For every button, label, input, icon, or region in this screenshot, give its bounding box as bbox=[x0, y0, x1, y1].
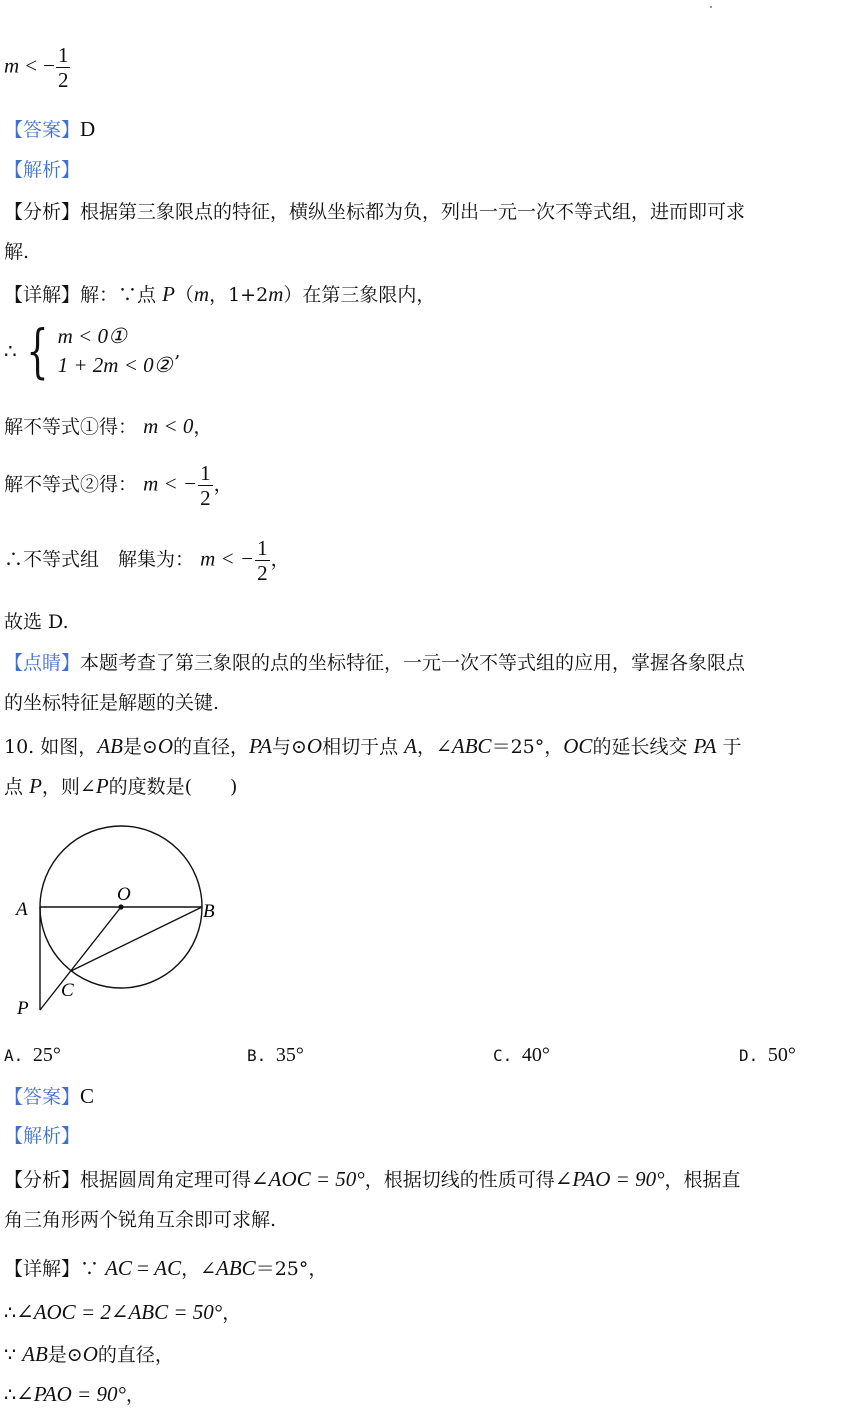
solve-line-2: 解不等式②得： m < − $\frac{1}{2}$ ， bbox=[4, 461, 233, 511]
center-point-o bbox=[118, 904, 123, 909]
dianjing-line-b: 的坐标特征是解题的关键. bbox=[4, 692, 220, 714]
question-10-line-a: 10. 如图，AB是⊙O的直径，PA与⊙O相切于点 A，∠ABC＝25°，OC的延长线交 PA 于 bbox=[4, 734, 742, 758]
system-row-2: 1 + 2m < 0② bbox=[57, 353, 173, 377]
answer-tag: 【答案】 bbox=[4, 119, 81, 141]
analysis-tag-1: 【解析】 bbox=[4, 159, 81, 181]
fenxi-line-2a: 【分析】根据圆周角定理可得∠AOC = 50°，根据切线的性质可得∠PAO = 90°，根据直 bbox=[4, 1167, 741, 1191]
fenxi-line-1a: 【分析】根据第三象限点的特征，横纵坐标都为负，列出一元一次不等式组，进而即可求 bbox=[4, 201, 746, 223]
option-d: D. 50° bbox=[739, 1044, 796, 1066]
solve-line-1: 解不等式①得： m < 0， bbox=[4, 414, 213, 438]
geometry-figure bbox=[12, 820, 227, 1020]
less-than: < bbox=[25, 53, 38, 78]
step-ab-diameter: ∵ AB是⊙O的直径， bbox=[4, 1342, 174, 1366]
option-c: C. 40° bbox=[493, 1044, 550, 1066]
step-aoc: ∴∠AOC = 2∠ABC = 50°， bbox=[4, 1300, 242, 1324]
label-o: O bbox=[117, 884, 131, 905]
inequality-system: ∴ { m < 0① 1 + 2m < 0② , bbox=[4, 317, 181, 385]
step-pao: ∴∠PAO = 90°， bbox=[4, 1382, 145, 1406]
var-m: m bbox=[4, 53, 20, 78]
label-p: P bbox=[17, 998, 29, 1019]
fraction: $\frac{1}{2}$ bbox=[57, 43, 69, 93]
choose-line-1: 故选 D. bbox=[4, 611, 69, 633]
xiangjie-line-1: 【详解】解：∵点 P（m，1+2m）在第三象限内， bbox=[4, 282, 436, 306]
question-10-line-b: 点 P，则∠P的度数是( ) bbox=[4, 774, 238, 798]
analysis-tag-2: 【解析】 bbox=[4, 1125, 81, 1147]
system-row-1: m < 0① bbox=[57, 324, 127, 348]
dianjing-line-a: 【点睛】本题考查了第三象限的点的坐标特征，一元一次不等式组的应用，掌握各象限点 bbox=[4, 652, 746, 674]
fenxi-line-2b: 角三角形两个锐角互余即可求解. bbox=[4, 1209, 277, 1231]
minus-sign: − bbox=[43, 53, 55, 78]
option-b: B. 35° bbox=[247, 1044, 304, 1066]
label-b: B bbox=[203, 901, 215, 922]
line-oc-extended bbox=[40, 907, 121, 1010]
answer-value: D bbox=[80, 117, 96, 141]
inequality-result-line bbox=[4, 44, 71, 91]
answer-line-2: 【答案】C bbox=[4, 1084, 95, 1108]
label-c: C bbox=[61, 980, 74, 1001]
left-brace: { bbox=[26, 317, 49, 385]
fenxi-line-1b: 解. bbox=[4, 241, 30, 263]
label-a: A bbox=[16, 899, 28, 920]
chord-bc bbox=[71, 907, 202, 971]
solution-set-line: ∴不等式组 解集为： m < − $\frac{1}{2}$ ， bbox=[4, 536, 290, 586]
scan-speck bbox=[710, 6, 712, 8]
answer-line-1 bbox=[4, 119, 95, 140]
option-a: A. 25° bbox=[4, 1044, 61, 1066]
xiangjie-line-2: 【详解】∵ AC = AC，∠ABC＝25°， bbox=[4, 1256, 328, 1280]
